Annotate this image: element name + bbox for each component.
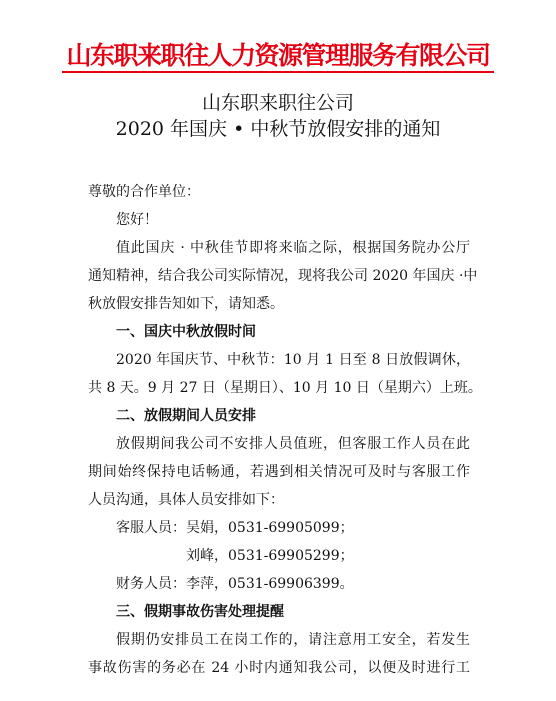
section-2-line-3: 人员沟通，具体人员安排如下： [88, 492, 284, 508]
section-3-heading: 三、假期事故伤害处理提醒 [116, 604, 284, 620]
section-1-heading: 一、国庆中秋放假时间 [116, 324, 256, 340]
salutation: 尊敬的合作单位： [88, 184, 200, 200]
notice-title: 2020 年国庆 • 中秋节放假安排的通知 [115, 118, 441, 140]
section-1-line-1: 2020 年国庆节、中秋节：10 月 1 日至 8 日放假调休， [116, 352, 470, 368]
section-3-line-1: 假期仍安排员工在岗工作的，请注意用工安全，若发生 [116, 632, 470, 648]
intro-line-1: 值此国庆 · 中秋佳节即将来临之际，根据国务院办公厅 [116, 240, 470, 256]
section-3-line-2: 事故伤害的务必在 24 小时内通知我公司，以便及时进行工 [88, 660, 470, 676]
contact-service-2: 刘峰，0531-69905299； [186, 548, 354, 564]
notice-title-company: 山东职来职往公司 [201, 92, 354, 114]
section-1-line-2: 共 8 天。9 月 27 日（星期日）、10 月 10 日（星期六）上班。 [88, 380, 482, 396]
section-2-line-2: 期间始终保持电话畅通，若遇到相关情况可及时与客服工作 [88, 464, 470, 480]
contact-finance: 财务人员：李萍，0531-69906399。 [116, 576, 354, 592]
company-banner: 山东职来职往人力资源管理服务有限公司 [66, 41, 490, 70]
red-divider [62, 71, 494, 73]
intro-line-2: 通知精神，结合我公司实际情况，现将我公司 2020 年国庆 ·中 [88, 268, 478, 284]
contact-service-1: 客服人员：吴娟，0531-69905099； [116, 520, 354, 536]
section-2-heading: 二、放假期间人员安排 [116, 408, 256, 424]
intro-line-3: 秋放假安排告知如下，请知悉。 [88, 296, 284, 312]
section-2-line-1: 放假期间我公司不安排人员值班，但客服工作人员在此 [116, 436, 470, 452]
greeting: 您好！ [116, 212, 158, 228]
